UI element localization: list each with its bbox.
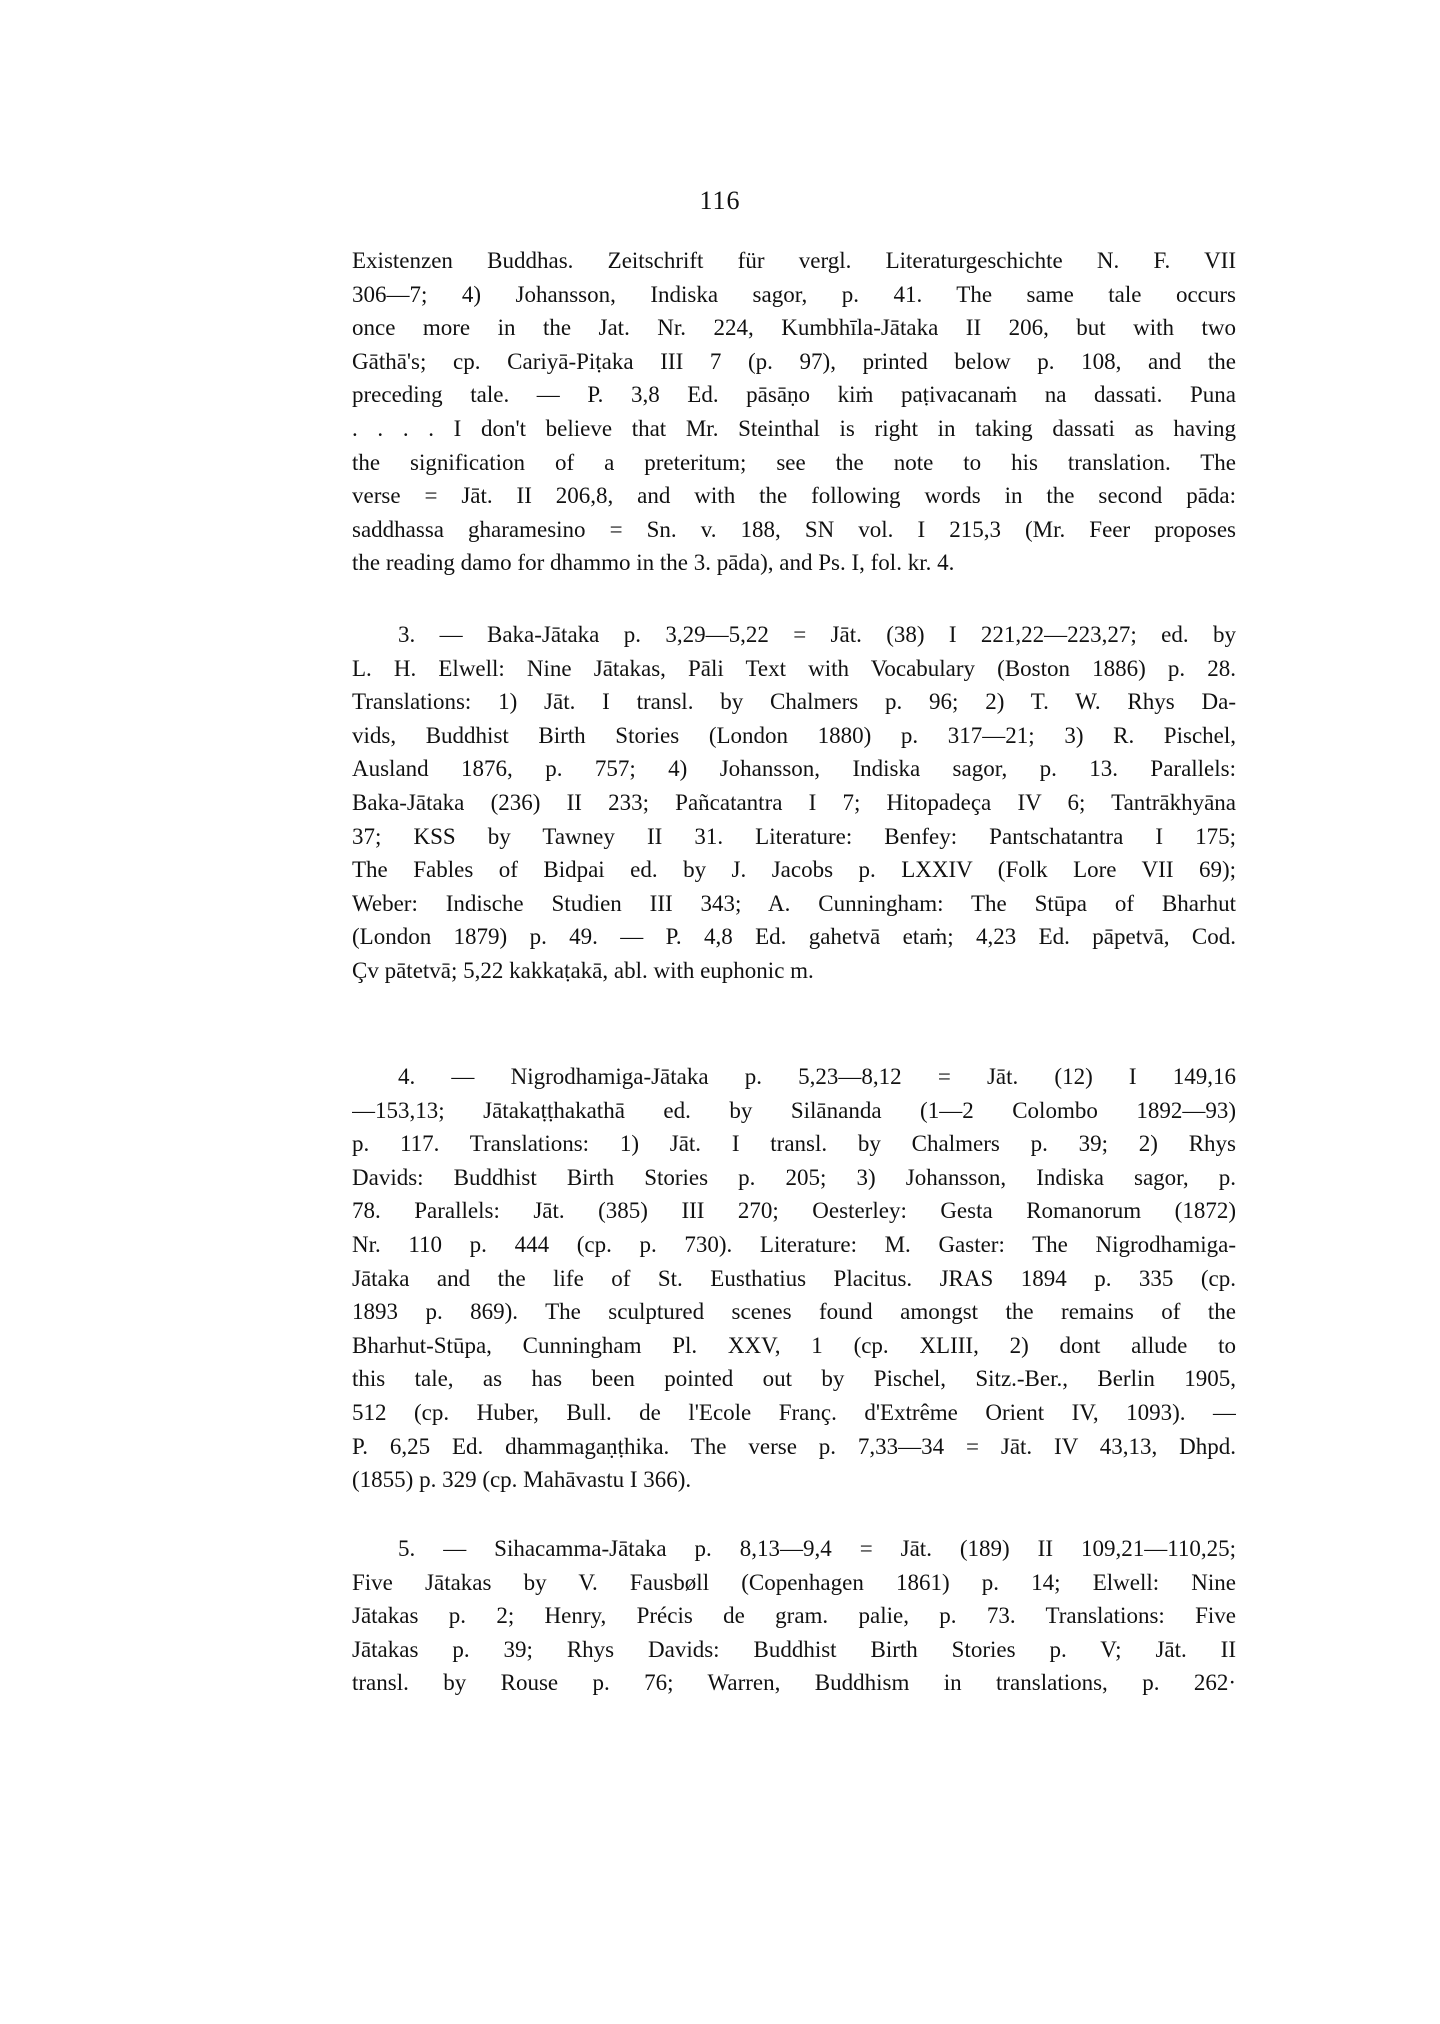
text-line: Ausland 1876, p. 757; 4) Johansson, Indiska sagor, p. 13. Parallels: [352, 756, 1236, 782]
text-line: Five Jātakas by V. Fausbøll (Copenhagen 1861) p. 14; Elwell: Nine [352, 1569, 1236, 1595]
text-line: The Fables of Bidpai ed. by J. Jacobs p. LXXIV (Folk Lore VII 69); [352, 857, 1236, 883]
text-line: preceding tale. — P. 3,8 Ed. pāsāṇo kiṁ paṭivacanaṁ na dassati. Puna [352, 382, 1236, 408]
text-line: vids, Buddhist Birth Stories (London 1880) p. 317—21; 3) R. Pischel, [352, 722, 1236, 748]
section-heading-line: 3. — Baka-Jātaka p. 3,29—5,22 = Jāt. (38) I 221,22—223,27; ed. by [398, 622, 1236, 647]
text-line: this tale, as has been pointed out by Pischel, Sitz.-Ber., Berlin 1905, [352, 1366, 1236, 1392]
section-heading-line: 5. — Sihacamma-Jātaka p. 8,13—9,4 = Jāt. (189) II 109,21—110,25; [398, 1536, 1236, 1561]
page-number: 116 [699, 186, 741, 215]
text-line: —153,13; Jātakaṭṭhakathā ed. by Silānanda (1—2 Colombo 1892—93) [352, 1097, 1236, 1123]
text-line: 78. Parallels: Jāt. (385) III 270; Oesterley: Gesta Romanorum (1872) [352, 1198, 1236, 1224]
text-line: Davids: Buddhist Birth Stories p. 205; 3) Johansson, Indiska sagor, p. [352, 1164, 1236, 1190]
text-line: Baka-Jātaka (236) II 233; Pañcatantra I 7; Hitopadeça IV 6; Tantrākhyāna [352, 789, 1236, 815]
text-line: Jātaka and the life of St. Eusthatius Placitus. JRAS 1894 p. 335 (cp. [352, 1265, 1236, 1291]
text-line: saddhassa gharamesino = Sn. v. 188, SN vol. I 215,3 (Mr. Feer proposes [352, 516, 1236, 542]
text-line: (London 1879) p. 49. — P. 4,8 Ed. gahetvā etaṁ; 4,23 Ed. pāpetvā, Cod. [352, 924, 1236, 950]
text-line: Existenzen Buddhas. Zeitschrift für vergl. Literaturgeschichte N. F. VII [352, 248, 1236, 273]
text-line: Bharhut-Stūpa, Cunningham Pl. XXV, 1 (cp. XLIII, 2) dont allude to [352, 1332, 1236, 1358]
text-line: (1855) p. 329 (cp. Mahāvastu I 366). [352, 1467, 692, 1493]
text-line: verse = Jāt. II 206,8, and with the following words in the second pāda: [352, 483, 1236, 509]
text-line: transl. by Rouse p. 76; Warren, Buddhism in translations, p. 262· [352, 1670, 1236, 1696]
text-line: 1893 p. 869). The sculptured scenes found amongst the remains of the [352, 1299, 1236, 1325]
text-line: once more in the Jat. Nr. 224, Kumbhīla-Jātaka II 206, but with two [352, 315, 1236, 341]
text-line: Jātakas p. 39; Rhys Davids: Buddhist Birth Stories p. V; Jāt. II [352, 1636, 1236, 1662]
text-line: 306—7; 4) Johansson, Indiska sagor, p. 41. The same tale occurs [352, 281, 1236, 307]
text-line: P. 6,25 Ed. dhammagaṇṭhika. The verse p. 7,33—34 = Jāt. IV 43,13, Dhpd. [352, 1433, 1236, 1459]
text-line: Translations: 1) Jāt. I transl. by Chalmers p. 96; 2) T. W. Rhys Da- [352, 689, 1236, 715]
text-line: p. 117. Translations: 1) Jāt. I transl. by Chalmers p. 39; 2) Rhys [352, 1131, 1236, 1157]
text-line: L. H. Elwell: Nine Jātakas, Pāli Text with Vocabulary (Boston 1886) p. 28. [352, 655, 1236, 681]
text-line: 512 (cp. Huber, Bull. de l'Ecole Franç. d'Extrême Orient IV, 1093). — [352, 1399, 1236, 1425]
section-3-baka-jataka [352, 618, 1236, 988]
section-heading-line: 4. — Nigrodhamiga-Jātaka p. 5,23—8,12 = Jāt. (12) I 149,16 [398, 1064, 1236, 1089]
section-4-nigrodhamiga-jataka [352, 1060, 1236, 1497]
intro-paragraph [352, 244, 1236, 580]
text-line: Gāthā's; cp. Cariyā-Piṭaka III 7 (p. 97), printed below p. 108, and the [352, 348, 1236, 374]
text-line: Nr. 110 p. 444 (cp. p. 730). Literature: M. Gaster: The Nigrodhamiga- [352, 1231, 1236, 1257]
text-line: Çv pātetvā; 5,22 kakkaṭakā, abl. with euphonic m. [352, 957, 814, 983]
text-line: Jātakas p. 2; Henry, Précis de gram. palie, p. 73. Translations: Five [352, 1603, 1236, 1629]
text-line: Weber: Indische Studien III 343; A. Cunningham: The Stūpa of Bharhut [352, 890, 1236, 916]
text-line: 37; KSS by Tawney II 31. Literature: Benfey: Pantschatantra I 175; [352, 823, 1236, 849]
text-line: the reading damo for dhammo in the 3. pāda), and Ps. I, fol. kr. 4. [352, 550, 955, 576]
text-line: . . . . I don't believe that Mr. Steinthal is right in taking dassati as having [352, 415, 1236, 441]
text-line: the signification of a preteritum; see the note to his translation. The [352, 449, 1236, 475]
section-5-sihacamma-jataka [352, 1532, 1236, 1700]
